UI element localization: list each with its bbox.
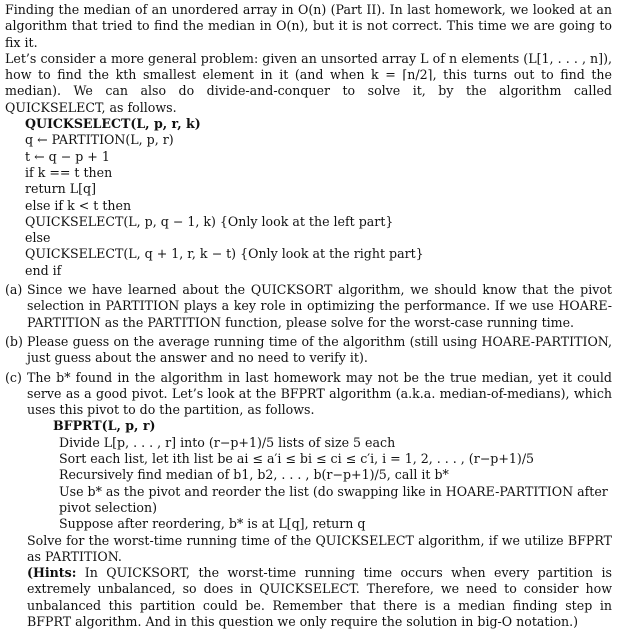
hints-label: (Hints: (27, 565, 76, 580)
quickselect-header: QUICKSELECT(L, p, r, k) (25, 116, 612, 132)
question-b (5, 334, 612, 367)
algo-line: else if k < t then (25, 198, 612, 214)
algo-line: t ← q − p + 1 (25, 149, 612, 165)
algo-line: Recursively find median of b1, b2, . . . , b(r−p+1)/5, call it b* (59, 467, 612, 483)
question-text: The b* found in the algorithm in last homework may not be the true median, yet it could serve as a good pivot. Let’s look at the BFPRT algorithm (a.k.a. median-of-medians), which uses this pivot to do the partition, as follows. (27, 370, 612, 419)
question-c-continued (27, 533, 612, 630)
bfprt-algorithm (53, 418, 612, 532)
intro-paragraph-2: Let’s consider a more general problem: given an unsorted array L of n elements (L[1, . . . , n]), how to find the kth smallest element in it (and when k = ⌈n/2⌉, this turns out to find the median). We can also do divide-and-conquer to solve it, by the algorithm called QUICKSELECT, as follows. (5, 51, 612, 116)
algo-line: QUICKSELECT(L, q + 1, r, k − t) {Only look at the right part} (25, 246, 612, 262)
solve-text: Solve for the worst-time running time of the QUICKSELECT algorithm, if we utilize BFPRT as PARTITION. (27, 533, 612, 566)
question-label: (c) (5, 370, 27, 419)
question-a (5, 282, 612, 331)
algo-line: end if (25, 263, 612, 279)
question-label: (b) (5, 334, 27, 367)
algo-line: else (25, 230, 612, 246)
algo-line: Use b* as the pivot and reorder the list (do swapping like in HOARE-PARTITION after pivot selection) (59, 484, 612, 517)
algo-line: Suppose after reordering, b* is at L[q], return q (59, 516, 612, 532)
bfprt-header: BFPRT(L, p, r) (53, 418, 612, 434)
hints-text: In QUICKSORT, the worst-time running time occurs when every partition is extremely unbalanced, so does in QUICKSELECT. Therefore, we need to consider how unbalanced this partition could be. Remember that there is a median finding step in BFPRT algorithm. And in this question we only require the solution in big-O notation.) (27, 565, 612, 629)
question-c (5, 370, 612, 419)
question-text: Please guess on the average running time of the algorithm (still using HOARE-PARTITION, just guess about the answer and no need to verify it). (27, 334, 612, 367)
algo-line: q ← PARTITION(L, p, r) (25, 132, 612, 148)
quickselect-algorithm (25, 116, 612, 279)
question-text: Since we have learned about the QUICKSORT algorithm, we should know that the pivot selection in PARTITION plays a key role in optimizing the performance. If we use HOARE-PARTITION as the PARTITION function, please solve for the worst-case running time. (27, 282, 612, 331)
algo-line: Divide L[p, . . . , r] into (r−p+1)/5 lists of size 5 each (59, 435, 612, 451)
algo-line: Sort each list, let ith list be ai ≤ a′i ≤ bi ≤ ci ≤ c′i, i = 1, 2, . . . , (r−p+1)/5 (59, 451, 612, 467)
hints-paragraph (27, 565, 612, 630)
algo-line: if k == t then (25, 165, 612, 181)
algo-line: QUICKSELECT(L, p, q − 1, k) {Only look at the left part} (25, 214, 612, 230)
intro-paragraph-1: Finding the median of an unordered array in O(n) (Part II). In last homework, we looked at an algorithm that tried to find the median in O(n), but it is not correct. This time we are going to fix it. (5, 2, 612, 51)
algo-line: return L[q] (25, 181, 612, 197)
question-label: (a) (5, 282, 27, 331)
